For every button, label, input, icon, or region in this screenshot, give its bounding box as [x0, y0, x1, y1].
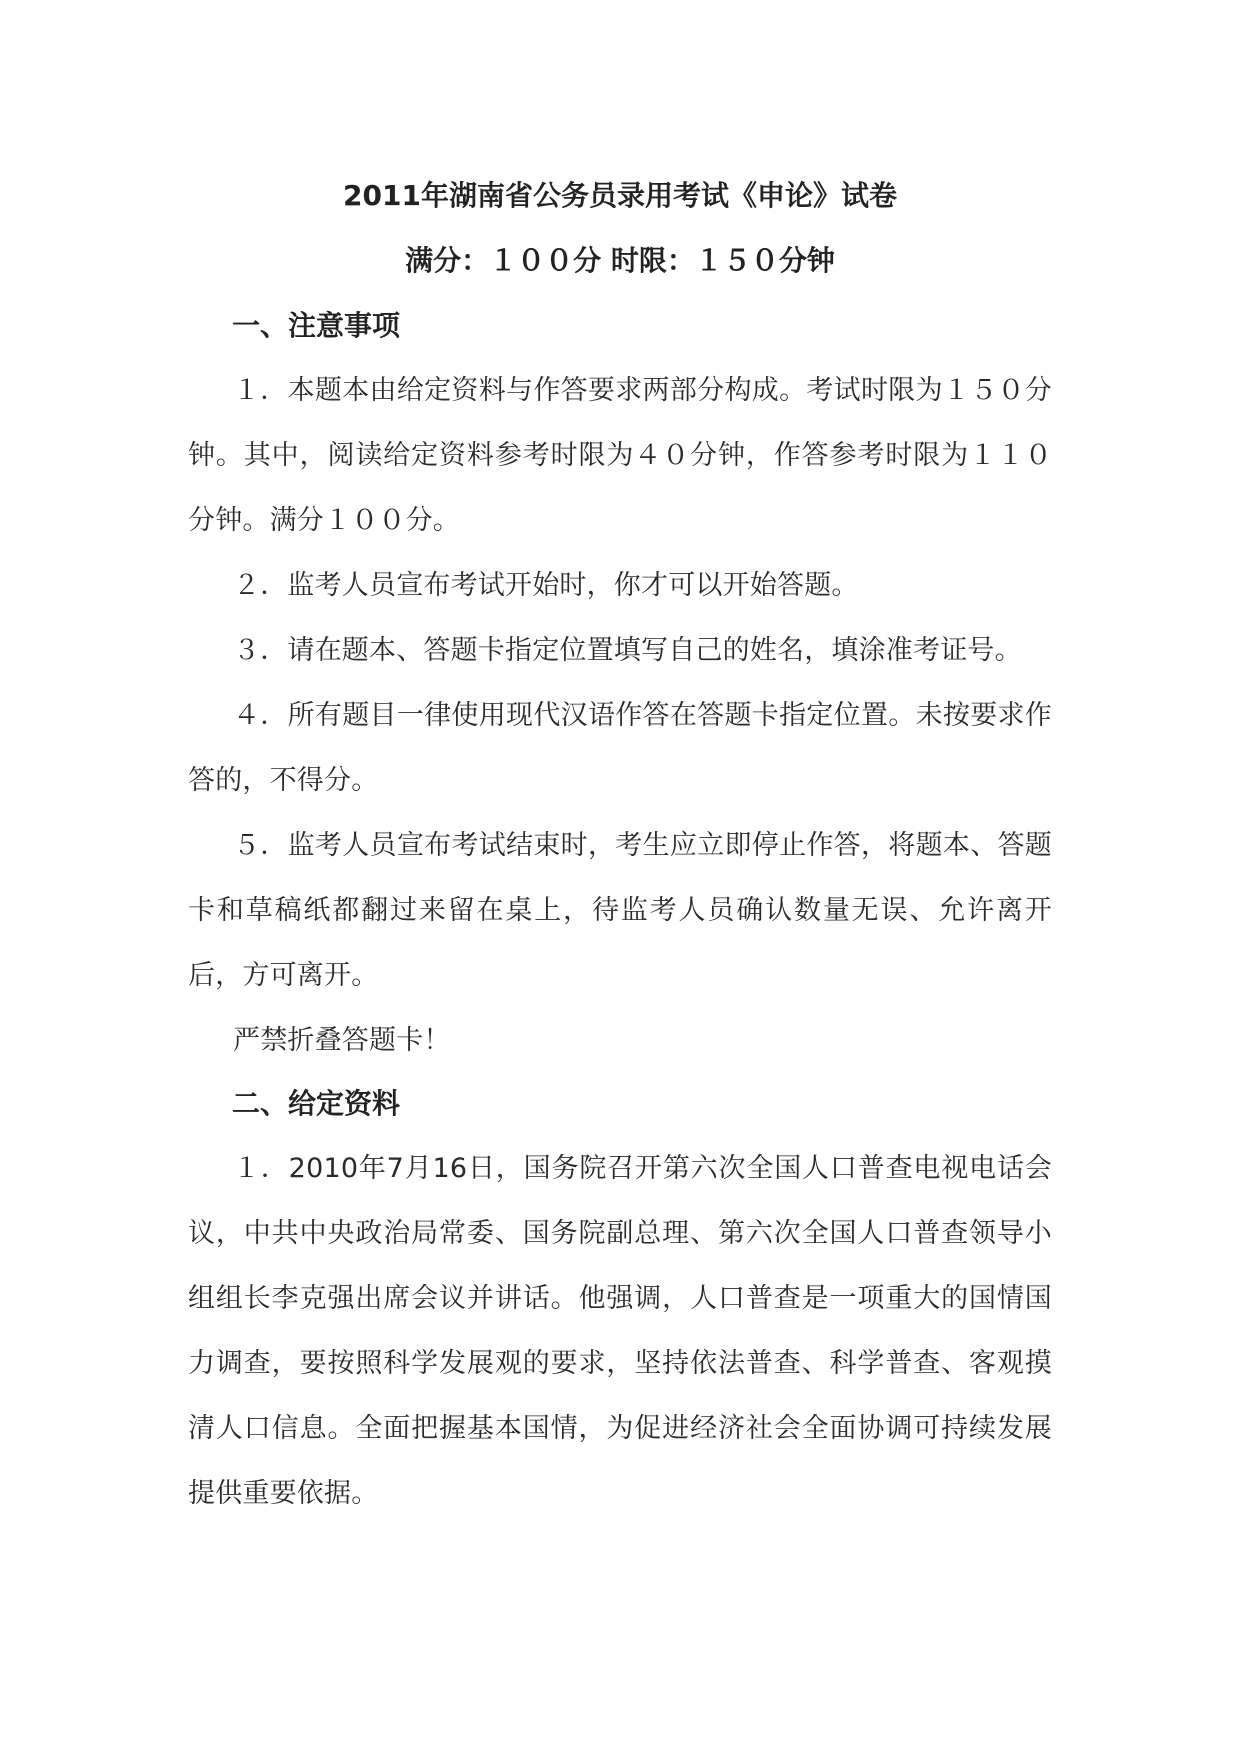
notes-item-1: １．本题本由给定资料与作答要求两部分构成。考试时限为１５０分钟。其中，阅读给定资料参考时限为４０分钟，作答参考时限为１１０分钟。满分１００分。 — [188, 375, 1052, 536]
materials-item-1: １．2010年7月16日，国务院召开第六次全国人口普查电视电话会议，中共中央政治局常委、国务院副总理、第六次全国人口普查领导小组组长李克强出席会议并讲话。他强调，人口普查是一项重大的国情国力调查，要按照科学发展观的要求，坚持依法普查、科学普查、客观摸清人口信息。全面把握基本国情，为促进经济社会全面协调可持续发展提供重要依据。 — [188, 1153, 1052, 1509]
section-heading-materials: 二、给定资料 — [232, 1087, 401, 1120]
notes-item-3: ３．请在题本、答题卡指定位置填写自己的姓名，填涂准考证号。 — [233, 635, 1022, 666]
document-title: 2011年湖南省公务员录用考试《申论》试卷 — [343, 179, 897, 212]
notes-item-2: ２．监考人员宣布考试开始时，你才可以开始答题。 — [233, 570, 859, 601]
section-heading-notes: 一、注意事项 — [232, 309, 401, 342]
document-subtitle: 满分：１００分 时限：１５０分钟 — [405, 244, 835, 277]
notes-item-4: ４．所有题目一律使用现代汉语作答在答题卡指定位置。未按要求作答的，不得分。 — [188, 700, 1052, 796]
notes-warning: 严禁折叠答题卡！ — [233, 1025, 451, 1056]
notes-item-5: ５．监考人员宣布考试结束时，考生应立即停止作答，将题本、答题卡和草稿纸都翻过来留在桌上，待监考人员确认数量无误、允许离开后，方可离开。 — [188, 830, 1052, 991]
